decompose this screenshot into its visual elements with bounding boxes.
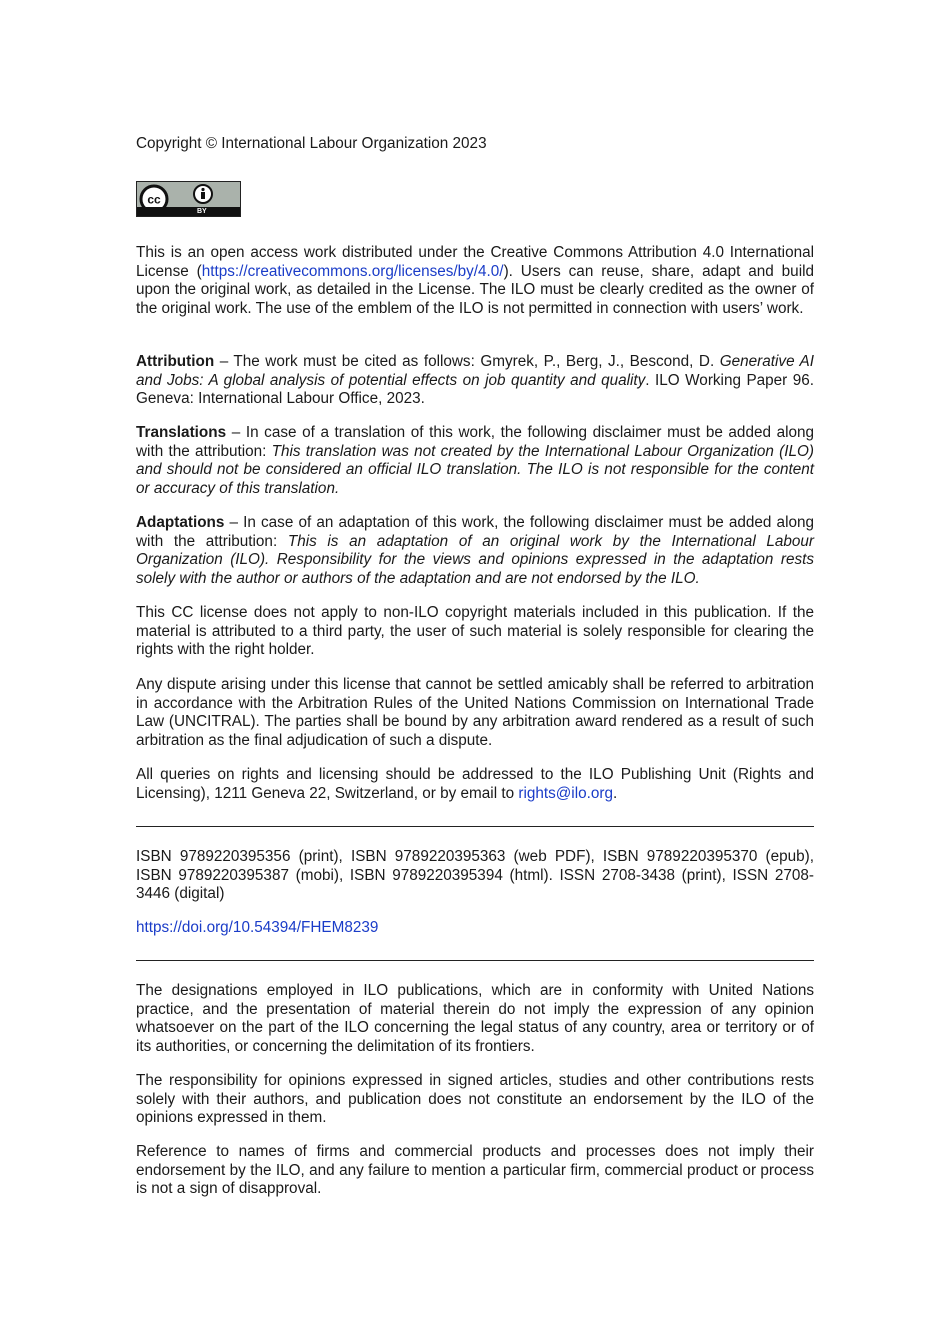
citation-title: Generative AI and Jobs: A global analysis of potential effects on job quantity and quality bbox=[136, 353, 814, 389]
queries-paragraph bbox=[136, 766, 814, 803]
text: This is an open access work distributed under the Creative Commons Attribution 4.0 International License ( bbox=[136, 244, 814, 280]
divider bbox=[136, 826, 814, 827]
adaptations-label: Adaptations bbox=[136, 514, 225, 531]
reference-paragraph: Reference to names of firms and commercial products and processes does not imply their endorsement by the ILO, and any failure to mention a particular firm, commercial product or process is not a sign of disapproval. bbox=[136, 1143, 814, 1198]
attribution-label: Attribution bbox=[136, 353, 215, 370]
email-link[interactable]: rights@ilo.org bbox=[518, 784, 613, 802]
designations-paragraph: The designations employed in ILO publications, which are in conformity with United Nations practice, and the presentation of material therein do not imply the expression of any opinion whatsoever on the part of the ILO concerning the legal status of any country, area or territory or of its authorities, or concerning the delimitation of its frontiers. bbox=[136, 982, 814, 1056]
isbn-paragraph: ISBN 9789220395356 (print), ISBN 9789220395363 (web PDF), ISBN 9789220395370 (epub), ISBN 9789220395387 (mobi), ISBN 9789220395394 (html). ISSN 2708-3438 (print), ISSN 2708-3446 (digital) bbox=[136, 848, 814, 903]
text: . bbox=[612, 784, 618, 802]
dispute-paragraph: Any dispute arising under this license that cannot be settled amicably shall be referred to arbitration in accordance with the Arbitration Rules of the United Nations Commission on International Trade Law (UNCITRAL). The parties shall be bound by any arbitration award rendered as a result of such arbitration as the final adjudication of such a dispute. bbox=[136, 676, 814, 750]
svg-text:cc: cc bbox=[147, 192, 161, 207]
doi-link[interactable]: https://doi.org/10.54394/FHEM8239 bbox=[136, 919, 379, 936]
cc-license-link[interactable]: https://creativecommons.org/licenses/by/4.0/ bbox=[201, 262, 504, 280]
attribution-paragraph bbox=[136, 353, 814, 409]
license-paragraph bbox=[136, 244, 814, 319]
by-label: BY bbox=[197, 208, 207, 215]
adaptations-paragraph bbox=[136, 514, 814, 589]
text: . ILO Working Paper 96. Geneva: International Labour Office, 2023. bbox=[136, 371, 814, 408]
text: All queries on rights and licensing should be addressed to the ILO Publishing Unit (Rights and Licensing), 1211 Geneva 22, Switzerland, or by email to bbox=[136, 766, 814, 802]
doi-paragraph bbox=[136, 919, 814, 938]
text: – The work must be cited as follows: Gmyrek, P., Berg, J., Bescond, D. bbox=[214, 353, 720, 370]
responsibility-paragraph: The responsibility for opinions expressed in signed articles, studies and other contributions rests solely with their authors, and publication does not constitute an endorsement by the ILO of the opinions expressed in them. bbox=[136, 1072, 814, 1127]
cc-by-license-badge bbox=[136, 181, 241, 217]
translations-paragraph bbox=[136, 424, 814, 499]
divider bbox=[136, 960, 814, 961]
adaptation-disclaimer: This is an adaptation of an original work by the International Labour Organization (ILO). Responsibility for the views and opinions expressed in the adaptation rests solely with the author or authors of the adaptation and are not endorsed by the ILO. bbox=[136, 532, 814, 588]
text: – In case of an adaptation of this work, the following disclaimer must be added along with the attribution: bbox=[136, 514, 814, 550]
text: – In case of a translation of this work, the following disclaimer must be added along with the attribution: bbox=[136, 424, 814, 460]
text: ). Users can reuse, share, adapt and build upon the original work, as detailed in the License. The ILO must be clearly credited as the owner of the original work. The use of the emblem of the ILO is not permitted in connection with users’ work. bbox=[136, 262, 814, 318]
translations-label: Translations bbox=[136, 424, 227, 441]
non-ilo-materials-paragraph: This CC license does not apply to non-ILO copyright materials included in this publication. If the material is attributed to a third party, the user of such material is solely responsible for clearing the rights with the right holder. bbox=[136, 604, 814, 659]
translation-disclaimer: This translation was not created by the International Labour Organization (ILO) and should not be considered an official ILO translation. The ILO is not responsible for the content or accuracy of this translation. bbox=[136, 442, 814, 498]
copyright-line: Copyright © International Labour Organization 2023 bbox=[136, 135, 487, 152]
